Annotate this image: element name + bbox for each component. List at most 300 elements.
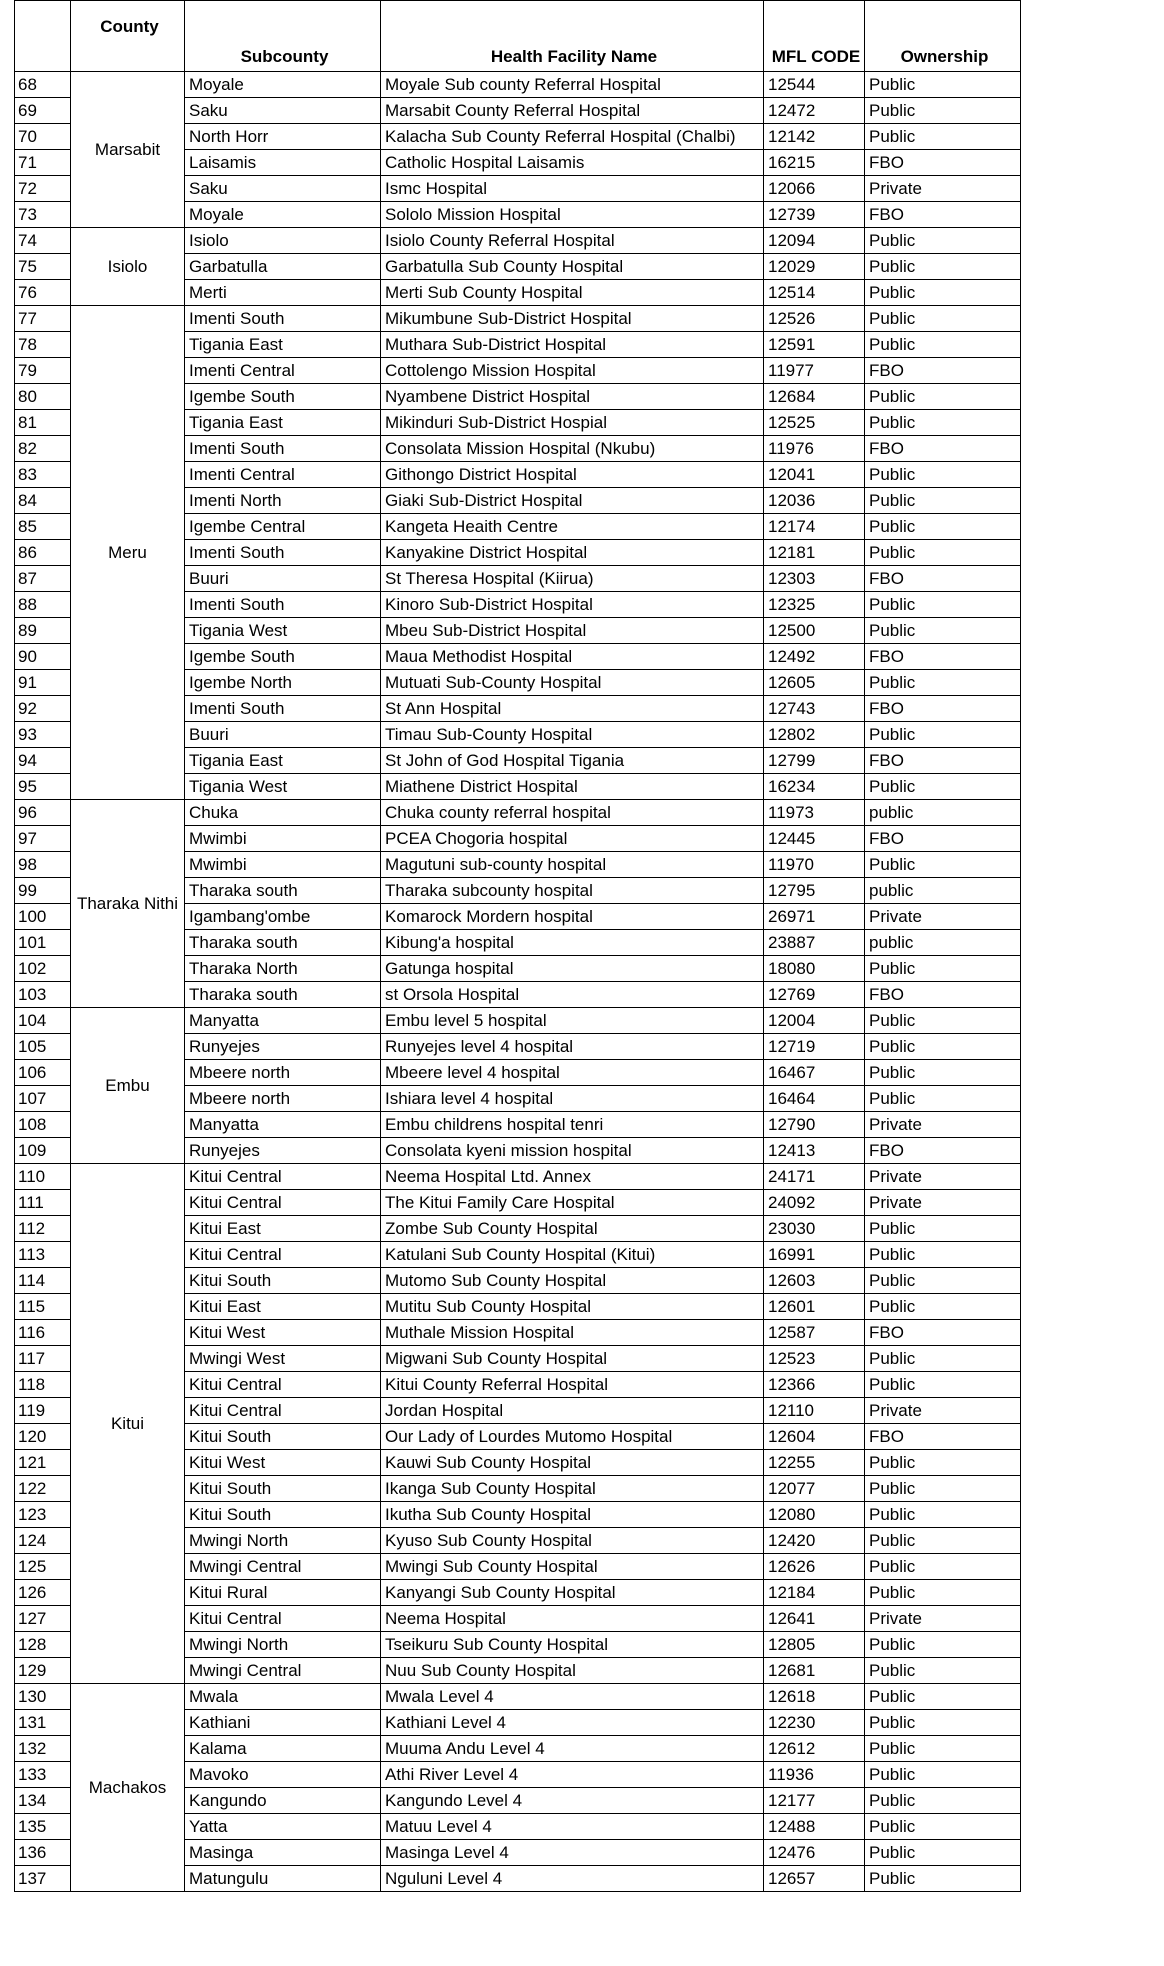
facility-name-cell: Kibung'a hospital [381,930,764,956]
subcounty-cell: Laisamis [185,150,381,176]
row-number: 95 [15,774,71,800]
row-number: 111 [15,1190,71,1216]
row-number: 70 [15,124,71,150]
mfl-code-cell: 12769 [764,982,865,1008]
row-number: 127 [15,1606,71,1632]
subcounty-cell: Kitui South [185,1476,381,1502]
subcounty-cell: Mwimbi [185,826,381,852]
mfl-code-cell: 12181 [764,540,865,566]
row-number: 90 [15,644,71,670]
ownership-cell: Public [865,384,1021,410]
table-row [15,228,1021,254]
ownership-cell: FBO [865,982,1021,1008]
ownership-cell: Public [865,618,1021,644]
county-cell: Embu [71,1008,185,1164]
mfl-code-cell: 12790 [764,1112,865,1138]
facility-name-cell: Magutuni sub-county hospital [381,852,764,878]
subcounty-cell: Mbeere north [185,1086,381,1112]
ownership-cell: Public [865,332,1021,358]
ownership-cell: Public [865,410,1021,436]
subcounty-cell: Mwala [185,1684,381,1710]
subcounty-cell: Mwimbi [185,852,381,878]
ownership-cell: Public [865,1372,1021,1398]
facility-name-cell: Muthale Mission Hospital [381,1320,764,1346]
subcounty-cell: Kitui South [185,1424,381,1450]
subcounty-cell: Tigania East [185,748,381,774]
county-cell: Meru [71,306,185,800]
row-number: 72 [15,176,71,202]
facility-name-cell: Moyale Sub county Referral Hospital [381,72,764,98]
mfl-code-cell: 12514 [764,280,865,306]
ownership-cell: Public [865,1684,1021,1710]
facility-name-cell: Jordan Hospital [381,1398,764,1424]
row-number: 94 [15,748,71,774]
subcounty-cell: Tigania West [185,774,381,800]
subcounty-cell: North Horr [185,124,381,150]
facility-name-cell: Gatunga hospital [381,956,764,982]
subcounty-cell: Igembe North [185,670,381,696]
row-number: 134 [15,1788,71,1814]
mfl-code-cell: 12177 [764,1788,865,1814]
row-number: 100 [15,904,71,930]
mfl-code-cell: 12544 [764,72,865,98]
facility-name-cell: Kangeta Heaith Centre [381,514,764,540]
mfl-code-cell: 12626 [764,1554,865,1580]
facility-name-cell: Kalacha Sub County Referral Hospital (Chalbi) [381,124,764,150]
row-number: 112 [15,1216,71,1242]
header-row [15,1,1021,72]
facility-name-cell: Matuu Level 4 [381,1814,764,1840]
table-row [15,1164,1021,1190]
row-number: 131 [15,1710,71,1736]
table-row [15,1008,1021,1034]
ownership-cell: Private [865,1606,1021,1632]
subcounty-cell: Mwingi North [185,1528,381,1554]
facility-name-cell: Ikanga Sub County Hospital [381,1476,764,1502]
row-number: 106 [15,1060,71,1086]
facility-name-cell: Neema Hospital [381,1606,764,1632]
table-body [15,72,1021,1892]
subcounty-cell: Kathiani [185,1710,381,1736]
ownership-cell: Public [865,956,1021,982]
row-number: 132 [15,1736,71,1762]
subcounty-cell: Kitui West [185,1320,381,1346]
mfl-code-cell: 12094 [764,228,865,254]
facility-name-cell: Mikumbune Sub-District Hospital [381,306,764,332]
subcounty-cell: Mwingi West [185,1346,381,1372]
ownership-cell: FBO [865,202,1021,228]
ownership-cell: public [865,800,1021,826]
subcounty-cell: Masinga [185,1840,381,1866]
mfl-code-cell: 12066 [764,176,865,202]
facility-name-cell: Muthara Sub-District Hospital [381,332,764,358]
mfl-code-cell: 12612 [764,1736,865,1762]
ownership-cell: Public [865,592,1021,618]
row-number: 71 [15,150,71,176]
subcounty-cell: Matungulu [185,1866,381,1892]
subcounty-cell: Kitui Rural [185,1580,381,1606]
mfl-code-cell: 12605 [764,670,865,696]
row-number: 107 [15,1086,71,1112]
row-number: 98 [15,852,71,878]
row-number: 137 [15,1866,71,1892]
subcounty-cell: Tharaka North [185,956,381,982]
mfl-code-cell: 12684 [764,384,865,410]
row-number: 102 [15,956,71,982]
row-number: 125 [15,1554,71,1580]
subcounty-cell: Tigania East [185,332,381,358]
row-number: 84 [15,488,71,514]
facility-name-cell: Mutomo Sub County Hospital [381,1268,764,1294]
facility-name-cell: Catholic Hospital Laisamis [381,150,764,176]
subcounty-cell: Mavoko [185,1762,381,1788]
ownership-cell: Public [865,540,1021,566]
ownership-cell: Public [865,228,1021,254]
row-number: 74 [15,228,71,254]
mfl-code-cell: 16991 [764,1242,865,1268]
row-number: 73 [15,202,71,228]
mfl-code-cell: 12366 [764,1372,865,1398]
mfl-code-cell: 23030 [764,1216,865,1242]
row-number: 126 [15,1580,71,1606]
row-number: 130 [15,1684,71,1710]
ownership-cell: Public [865,1658,1021,1684]
ownership-cell: Public [865,1840,1021,1866]
subcounty-cell: Merti [185,280,381,306]
subcounty-cell: Saku [185,176,381,202]
facility-name-cell: st Orsola Hospital [381,982,764,1008]
mfl-code-cell: 12795 [764,878,865,904]
row-number: 116 [15,1320,71,1346]
facility-name-cell: Embu childrens hospital tenri [381,1112,764,1138]
row-number: 85 [15,514,71,540]
row-number: 133 [15,1762,71,1788]
subcounty-cell: Moyale [185,202,381,228]
mfl-code-cell: 12041 [764,462,865,488]
facility-name-cell: Merti Sub County Hospital [381,280,764,306]
row-number: 113 [15,1242,71,1268]
header-mfl-code: MFL CODE [764,1,865,72]
row-number: 81 [15,410,71,436]
subcounty-cell: Kitui Central [185,1606,381,1632]
mfl-code-cell: 11973 [764,800,865,826]
mfl-code-cell: 12526 [764,306,865,332]
facility-name-cell: Nguluni Level 4 [381,1866,764,1892]
facility-name-cell: Miathene District Hospital [381,774,764,800]
facility-name-cell: Zombe Sub County Hospital [381,1216,764,1242]
subcounty-cell: Igembe Central [185,514,381,540]
row-number: 79 [15,358,71,384]
header-row-number [15,1,71,72]
subcounty-cell: Kitui Central [185,1164,381,1190]
subcounty-cell: Manyatta [185,1008,381,1034]
subcounty-cell: Runyejes [185,1034,381,1060]
mfl-code-cell: 12601 [764,1294,865,1320]
ownership-cell: Public [865,98,1021,124]
ownership-cell: Public [865,1866,1021,1892]
mfl-code-cell: 12488 [764,1814,865,1840]
subcounty-cell: Kitui Central [185,1190,381,1216]
ownership-cell: Public [865,1632,1021,1658]
ownership-cell: Public [865,1736,1021,1762]
table-row [15,1684,1021,1710]
facility-name-cell: Tharaka subcounty hospital [381,878,764,904]
mfl-code-cell: 12492 [764,644,865,670]
ownership-cell: Public [865,124,1021,150]
table-row [15,800,1021,826]
ownership-cell: Public [865,514,1021,540]
mfl-code-cell: 12184 [764,1580,865,1606]
facility-name-cell: Mutitu Sub County Hospital [381,1294,764,1320]
mfl-code-cell: 23887 [764,930,865,956]
ownership-cell: Public [865,280,1021,306]
row-number: 69 [15,98,71,124]
header-ownership: Ownership [865,1,1021,72]
facility-name-cell: Kangundo Level 4 [381,1788,764,1814]
subcounty-cell: Kitui South [185,1268,381,1294]
subcounty-cell: Mbeere north [185,1060,381,1086]
subcounty-cell: Tigania East [185,410,381,436]
facility-name-cell: Giaki Sub-District Hospital [381,488,764,514]
facility-name-cell: St Ann Hospital [381,696,764,722]
ownership-cell: Private [865,1398,1021,1424]
subcounty-cell: Imenti Central [185,462,381,488]
ownership-cell: Public [865,1086,1021,1112]
subcounty-cell: Imenti South [185,592,381,618]
row-number: 110 [15,1164,71,1190]
mfl-code-cell: 11970 [764,852,865,878]
mfl-code-cell: 12476 [764,1840,865,1866]
ownership-cell: Private [865,176,1021,202]
facility-name-cell: Timau Sub-County Hospital [381,722,764,748]
facility-name-cell: Kathiani Level 4 [381,1710,764,1736]
subcounty-cell: Tigania West [185,618,381,644]
row-number: 68 [15,72,71,98]
ownership-cell: Public [865,1034,1021,1060]
row-number: 93 [15,722,71,748]
subcounty-cell: Isiolo [185,228,381,254]
ownership-cell: FBO [865,150,1021,176]
row-number: 97 [15,826,71,852]
subcounty-cell: Manyatta [185,1112,381,1138]
subcounty-cell: Imenti South [185,696,381,722]
mfl-code-cell: 12743 [764,696,865,722]
mfl-code-cell: 12618 [764,1684,865,1710]
mfl-code-cell: 12591 [764,332,865,358]
ownership-cell: FBO [865,696,1021,722]
mfl-code-cell: 12255 [764,1450,865,1476]
ownership-cell: Public [865,722,1021,748]
subcounty-cell: Igembe South [185,644,381,670]
county-cell: Machakos [71,1684,185,1892]
county-cell: Marsabit [71,72,185,228]
row-number: 117 [15,1346,71,1372]
facility-name-cell: Kanyangi Sub County Hospital [381,1580,764,1606]
row-number: 108 [15,1112,71,1138]
mfl-code-cell: 12004 [764,1008,865,1034]
row-number: 82 [15,436,71,462]
mfl-code-cell: 11976 [764,436,865,462]
facility-name-cell: Chuka county referral hospital [381,800,764,826]
ownership-cell: Public [865,1008,1021,1034]
ownership-cell: FBO [865,436,1021,462]
mfl-code-cell: 12303 [764,566,865,592]
row-number: 78 [15,332,71,358]
facility-name-cell: Ikutha Sub County Hospital [381,1502,764,1528]
row-number: 75 [15,254,71,280]
subcounty-cell: Garbatulla [185,254,381,280]
ownership-cell: Public [865,1450,1021,1476]
mfl-code-cell: 12525 [764,410,865,436]
ownership-cell: Public [865,1788,1021,1814]
row-number: 80 [15,384,71,410]
ownership-cell: Public [865,852,1021,878]
ownership-cell: Private [865,1190,1021,1216]
facility-name-cell: The Kitui Family Care Hospital [381,1190,764,1216]
ownership-cell: Private [865,1112,1021,1138]
row-number: 89 [15,618,71,644]
row-number: 118 [15,1372,71,1398]
facility-name-cell: Consolata Mission Hospital (Nkubu) [381,436,764,462]
facility-name-cell: Kauwi Sub County Hospital [381,1450,764,1476]
subcounty-cell: Igambang'ombe [185,904,381,930]
subcounty-cell: Mwingi Central [185,1658,381,1684]
facility-name-cell: Mwala Level 4 [381,1684,764,1710]
ownership-cell: FBO [865,644,1021,670]
row-number: 96 [15,800,71,826]
row-number: 87 [15,566,71,592]
mfl-code-cell: 12325 [764,592,865,618]
ownership-cell: Public [865,1216,1021,1242]
mfl-code-cell: 12657 [764,1866,865,1892]
county-cell: Isiolo [71,228,185,306]
facility-name-cell: Embu level 5 hospital [381,1008,764,1034]
ownership-cell: Public [865,1528,1021,1554]
row-number: 124 [15,1528,71,1554]
ownership-cell: Public [865,1710,1021,1736]
facility-name-cell: Sololo Mission Hospital [381,202,764,228]
subcounty-cell: Kitui Central [185,1372,381,1398]
subcounty-cell: Imenti Central [185,358,381,384]
mfl-code-cell: 11977 [764,358,865,384]
row-number: 99 [15,878,71,904]
facility-name-cell: Maua Methodist Hospital [381,644,764,670]
facility-name-cell: Mutuati Sub-County Hospital [381,670,764,696]
ownership-cell: FBO [865,358,1021,384]
table-row [15,306,1021,332]
mfl-code-cell: 12641 [764,1606,865,1632]
subcounty-cell: Igembe South [185,384,381,410]
row-number: 109 [15,1138,71,1164]
subcounty-cell: Kitui Central [185,1398,381,1424]
facility-name-cell: Isiolo County Referral Hospital [381,228,764,254]
row-number: 92 [15,696,71,722]
ownership-cell: Public [865,670,1021,696]
subcounty-cell: Kangundo [185,1788,381,1814]
header-county: County [71,1,185,72]
ownership-cell: Public [865,774,1021,800]
ownership-cell: Public [865,1346,1021,1372]
mfl-code-cell: 12036 [764,488,865,514]
subcounty-cell: Kitui East [185,1216,381,1242]
subcounty-cell: Imenti North [185,488,381,514]
facility-sheet [14,0,1020,1892]
mfl-code-cell: 12445 [764,826,865,852]
facility-name-cell: Tseikuru Sub County Hospital [381,1632,764,1658]
facility-name-cell: Kinoro Sub-District Hospital [381,592,764,618]
mfl-code-cell: 12077 [764,1476,865,1502]
mfl-code-cell: 16464 [764,1086,865,1112]
subcounty-cell: Buuri [185,722,381,748]
facility-name-cell: Migwani Sub County Hospital [381,1346,764,1372]
facility-name-cell: Nyambene District Hospital [381,384,764,410]
facility-name-cell: PCEA Chogoria hospital [381,826,764,852]
mfl-code-cell: 12681 [764,1658,865,1684]
mfl-code-cell: 12802 [764,722,865,748]
mfl-code-cell: 12110 [764,1398,865,1424]
ownership-cell: Public [865,1294,1021,1320]
ownership-cell: FBO [865,566,1021,592]
facility-name-cell: Katulani Sub County Hospital (Kitui) [381,1242,764,1268]
mfl-code-cell: 18080 [764,956,865,982]
mfl-code-cell: 12029 [764,254,865,280]
facility-name-cell: Garbatulla Sub County Hospital [381,254,764,280]
subcounty-cell: Imenti South [185,306,381,332]
subcounty-cell: Kitui Central [185,1242,381,1268]
subcounty-cell: Tharaka south [185,982,381,1008]
ownership-cell: Public [865,1476,1021,1502]
subcounty-cell: Chuka [185,800,381,826]
facility-name-cell: Nuu Sub County Hospital [381,1658,764,1684]
ownership-cell: Public [865,72,1021,98]
row-number: 123 [15,1502,71,1528]
row-number: 121 [15,1450,71,1476]
ownership-cell: Public [865,1060,1021,1086]
mfl-code-cell: 12523 [764,1346,865,1372]
row-number: 120 [15,1424,71,1450]
mfl-code-cell: 12174 [764,514,865,540]
facility-name-cell: Our Lady of Lourdes Mutomo Hospital [381,1424,764,1450]
mfl-code-cell: 12472 [764,98,865,124]
row-number: 115 [15,1294,71,1320]
mfl-code-cell: 12230 [764,1710,865,1736]
row-number: 136 [15,1840,71,1866]
facility-name-cell: Githongo District Hospital [381,462,764,488]
row-number: 119 [15,1398,71,1424]
mfl-code-cell: 16234 [764,774,865,800]
facility-name-cell: Runyejes level 4 hospital [381,1034,764,1060]
mfl-code-cell: 12080 [764,1502,865,1528]
subcounty-cell: Imenti South [185,540,381,566]
ownership-cell: Public [865,1502,1021,1528]
facility-name-cell: Mwingi Sub County Hospital [381,1554,764,1580]
subcounty-cell: Tharaka south [185,878,381,904]
ownership-cell: public [865,930,1021,956]
subcounty-cell: Kitui South [185,1502,381,1528]
ownership-cell: FBO [865,1320,1021,1346]
facility-name-cell: Marsabit County Referral Hospital [381,98,764,124]
mfl-code-cell: 24092 [764,1190,865,1216]
facility-name-cell: St Theresa Hospital (Kiirua) [381,566,764,592]
row-number: 76 [15,280,71,306]
row-number: 86 [15,540,71,566]
mfl-code-cell: 12420 [764,1528,865,1554]
row-number: 88 [15,592,71,618]
mfl-code-cell: 12413 [764,1138,865,1164]
county-cell: Tharaka Nithi [71,800,185,1008]
county-cell: Kitui [71,1164,185,1684]
mfl-code-cell: 12805 [764,1632,865,1658]
